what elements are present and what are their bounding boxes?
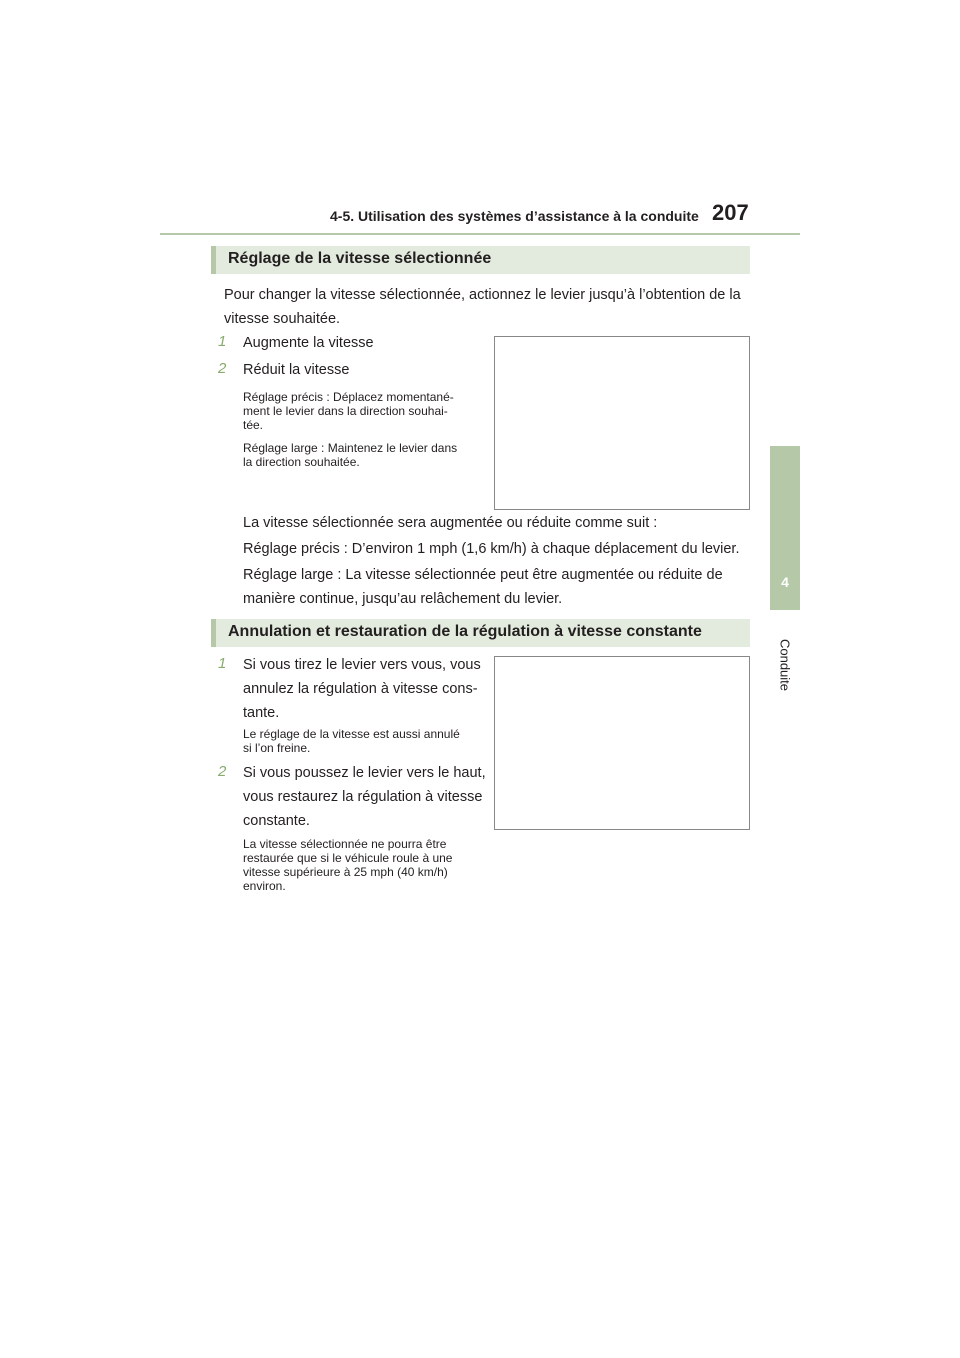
page-number: 207 [712,200,749,225]
note-line: tée. [243,418,264,432]
item-text: tante. [243,705,280,721]
item-text: annulez la régulation à vitesse cons- [243,681,478,697]
note-line: La vitesse sélectionnée ne pourra être [243,837,447,851]
item-text: Si vous poussez le levier vers le haut, [243,765,486,781]
note-line: restaurée que si le véhicule roule à une [243,851,453,865]
item-number: 1 [218,333,227,350]
note [243,837,480,893]
body-text: manière continue, jusqu’au relâchement du levier. [243,591,563,607]
note-line: Réglage large : Maintenez le levier dans [243,441,458,455]
note-line: environ. [243,879,286,893]
item-text: Réduit la vitesse [243,362,350,378]
item-number: 2 [218,763,227,780]
body-text: Réglage précis : D’environ 1 mph (1,6 km/h) à chaque déplacement du levier. [243,541,740,557]
header-divider [160,233,800,235]
body-text: Réglage large : La vitesse sélectionnée peut être augmentée ou réduite de [243,567,723,583]
note-line: Le réglage de la vitesse est aussi annulé [243,727,460,741]
note-line: la direction souhaitée. [243,455,360,469]
chapter-number: 4 [781,574,789,590]
section-heading-text: Annulation et restauration de la régulation à vitesse constante [228,623,702,640]
chapter-label [770,620,800,710]
item-text: Si vous tirez le levier vers vous, vous [243,657,481,673]
section-heading-text: Réglage de la vitesse sélectionnée [228,250,492,267]
note [243,441,480,469]
note-line: vitesse supérieure à 25 mph (40 km/h) [243,865,448,879]
intro-line: vitesse souhaitée. [224,311,341,327]
section-heading [211,246,750,274]
item-text: constante. [243,813,310,829]
header-title: 4-5. Utilisation des systèmes d’assistance à la conduite [330,208,699,224]
item-text: Augmente la vitesse [243,335,374,351]
note-line: Réglage précis : Déplacez momentané- [243,390,454,404]
note [243,727,480,755]
item-text: vous restaurez la régulation à vitesse [243,789,483,805]
intro-line: Pour changer la vitesse sélectionnée, actionnez le levier jusqu’à l’obtention de la [224,287,741,303]
note-line: si l’on freine. [243,741,311,755]
body-text: La vitesse sélectionnée sera augmentée ou réduite comme suit : [243,515,658,531]
lever-illustration [494,656,750,830]
item-number: 2 [218,360,227,377]
item-number: 1 [218,655,227,672]
note [243,390,480,432]
note-line: ment le levier dans la direction souhai- [243,404,448,418]
lever-illustration [494,336,750,510]
section-heading [211,619,750,647]
chapter-label-text: Conduite [777,638,793,692]
